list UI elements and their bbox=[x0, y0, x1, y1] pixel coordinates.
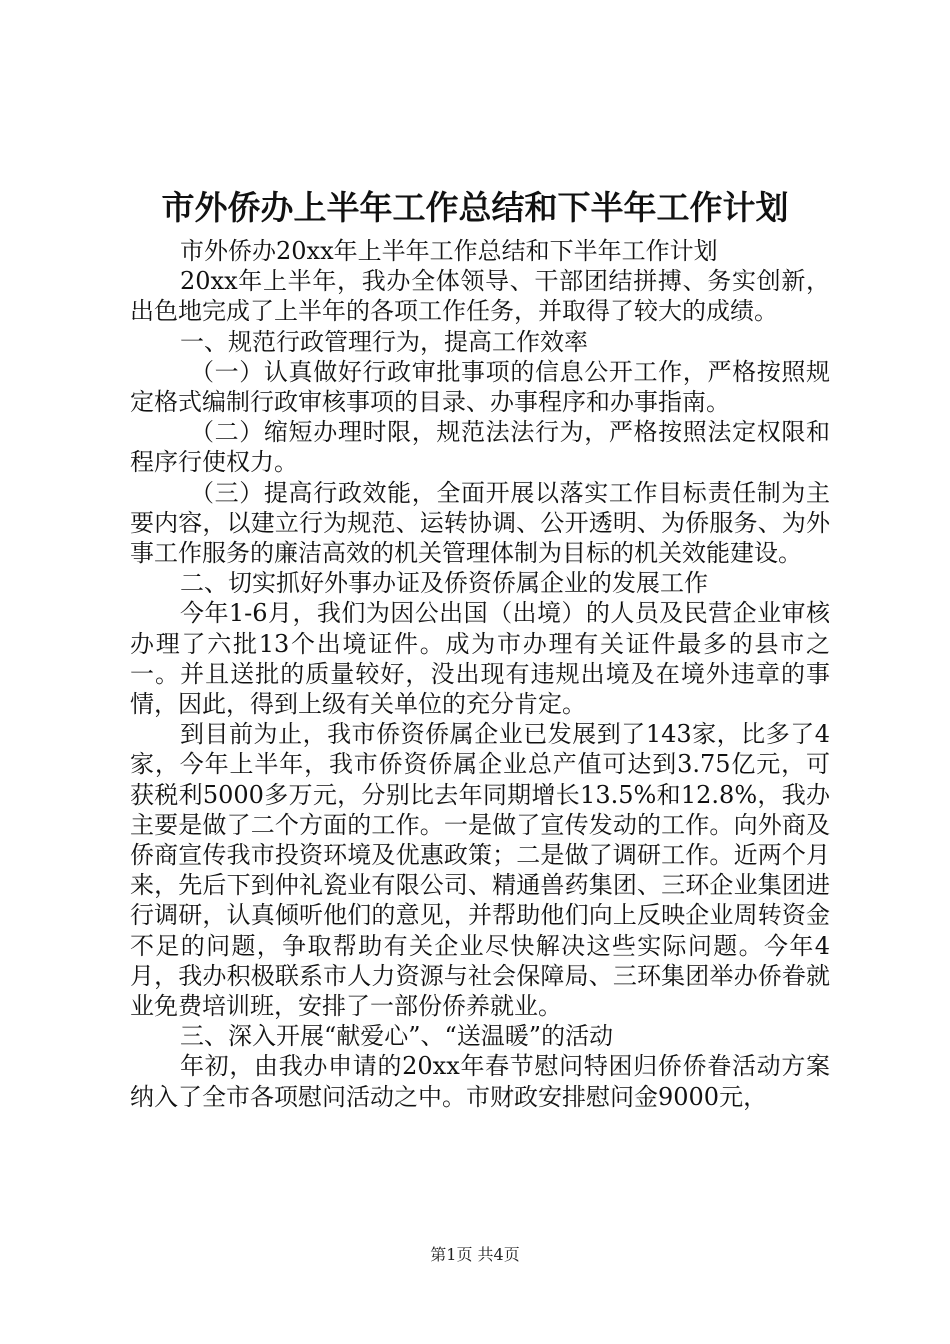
paragraph: 市外侨办20xx年上半年工作总结和下半年工作计划 bbox=[180, 237, 718, 265]
page-number-footer: 第1页 共4页 bbox=[430, 1245, 520, 1264]
paragraph: 到目前为止，我市侨资侨属企业已发展到了143家，比多了4家，今年上半年，我市侨资侨属企业总产值可达到3.75亿元，可获税利5000多万元，分别比去年同期增长13.5%和12.8%，我办主要是做了二个方面的工作。一是做了宣传发动的工作。向外商及侨商宣传我市投资环境及优惠政策；二是做了调研工作。近两个月来，先后下到仲礼瓷业有限公司、精通兽药集团、三环企业集团进行调研，认真倾听他们的意见，并帮助他们向上反映企业周转资金不足的问题，争取帮助有关企业尽快解决这些实际问题。今年4月，我办积极联系市人力资源与社会保障局、三环集团举办侨眷就业免费培训班，安排了一部份侨养就业。 bbox=[130, 720, 830, 1021]
paragraph: 年初，由我办申请的20xx年春节慰问特困归侨侨眷活动方案纳入了全市各项慰问活动之中。市财政安排慰问金9000元， bbox=[130, 1052, 830, 1111]
section-heading: 二、切实抓好外事办证及侨资侨属企业的发展工作 bbox=[180, 569, 708, 598]
paragraph: （一）认真做好行政审批事项的信息公开工作，严格按照规定格式编制行政审核事项的目录、办事程序和办事指南。 bbox=[130, 357, 830, 417]
section-heading: 三、深入开展“献爱心”、“送温暖”的活动 bbox=[180, 1022, 614, 1051]
paragraph: 20xx年上半年，我办全体领导、干部团结拼搏、务实创新，出色地完成了上半年的各项工作任务，并取得了较大的成绩。 bbox=[130, 267, 830, 326]
paragraph: （三）提高行政效能，全面开展以落实工作目标责任制为主要内容，以建立行为规范、运转协调、公开透明、为侨服务、为外事工作服务的廉洁高效的机关管理体制为目标的机关效能建设。 bbox=[130, 478, 830, 568]
paragraph: 今年1-6月，我们为因公出国（出境）的人员及民营企业审核办理了六批13个出境证件。成为市办理有关证件最多的县市之一。并且送批的质量较好，没出现有违规出境及在境外违章的事情，因此，得到上级有关单位的充分肯定。 bbox=[130, 599, 830, 719]
document-title: 市外侨办上半年工作总结和下半年工作计划 bbox=[161, 188, 789, 227]
paragraph: （二）缩短办理时限，规范法法行为，严格按照法定权限和程序行使权力。 bbox=[130, 418, 830, 477]
section-heading: 一、规范行政管理行为，提高工作效率 bbox=[180, 327, 588, 356]
document-body bbox=[130, 236, 830, 1112]
